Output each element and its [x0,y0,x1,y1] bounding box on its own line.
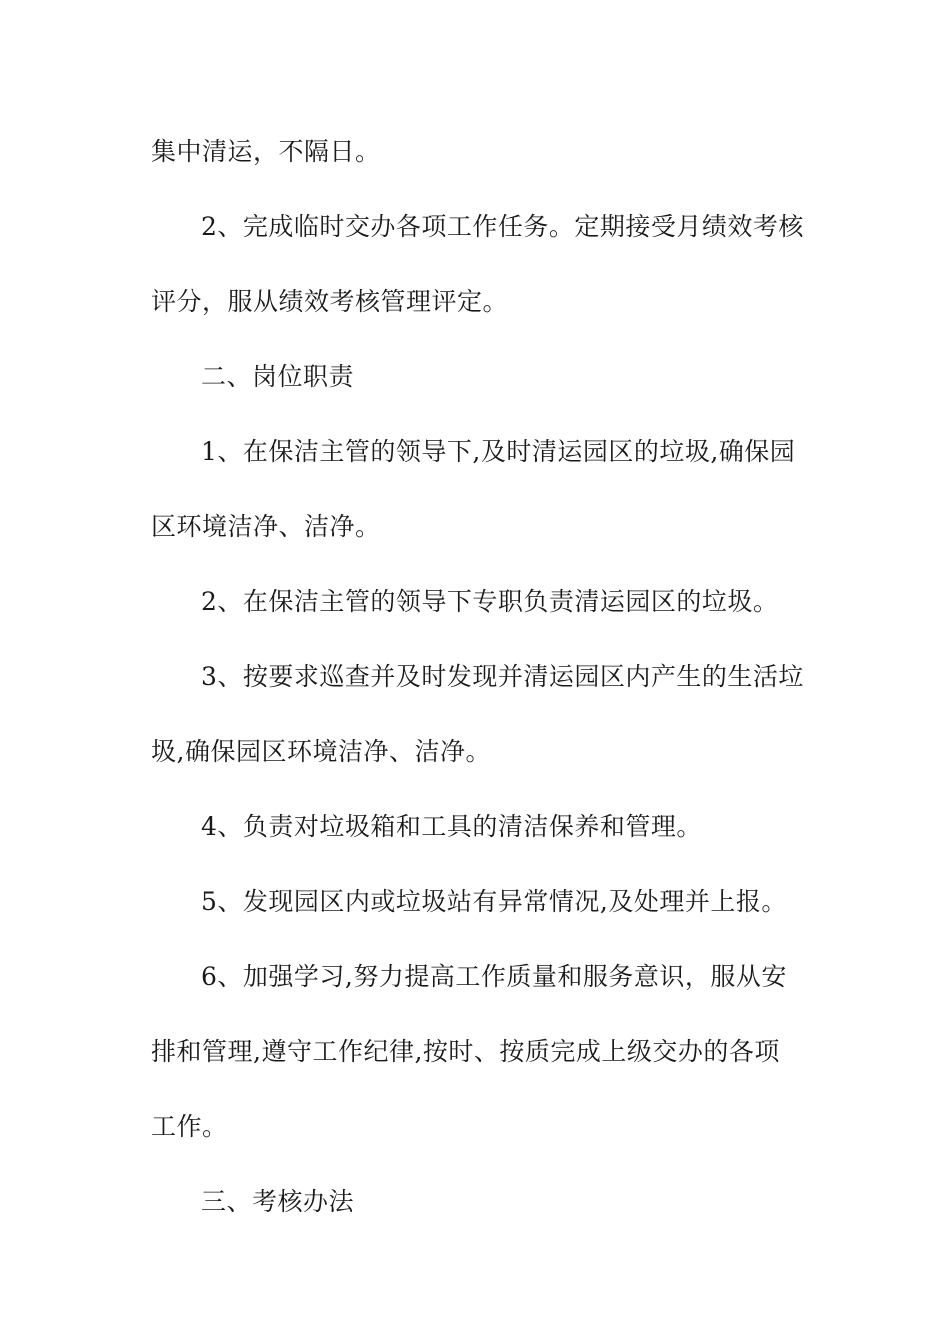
paragraph-line: 集中清运，不隔日。 [151,137,381,166]
paragraph-line: 5、发现园区内或垃圾站有异常情况,及处理并上报。 [201,887,787,916]
paragraph-line: 3、按要求巡查并及时发现并清运园区内产生的生活垃 [201,662,804,691]
paragraph-line: 2、完成临时交办各项工作任务。定期接受月绩效考核 [201,212,804,241]
section-heading: 三、考核办法 [201,1187,355,1216]
paragraph-line: 排和管理,遵守工作纪律,按时、按质完成上级交办的各项 [151,1037,780,1066]
paragraph-line: 圾,确保园区环境洁净、洁净。 [151,737,491,766]
paragraph-line: 区环境洁净、洁净。 [151,512,381,541]
paragraph-line: 2、在保洁主管的领导下专职负责清运园区的垃圾。 [201,587,779,616]
paragraph-line: 4、负责对垃圾箱和工具的清洁保养和管理。 [201,812,702,841]
paragraph-line: 评分，服从绩效考核管理评定。 [151,287,509,316]
section-heading: 二、岗位职责 [201,362,355,391]
paragraph-line: 1、在保洁主管的领导下,及时清运园区的垃圾,确保园 [201,437,796,466]
paragraph-line: 6、加强学习,努力提高工作质量和服务意识，服从安 [201,962,787,991]
paragraph-line: 工作。 [151,1112,228,1141]
